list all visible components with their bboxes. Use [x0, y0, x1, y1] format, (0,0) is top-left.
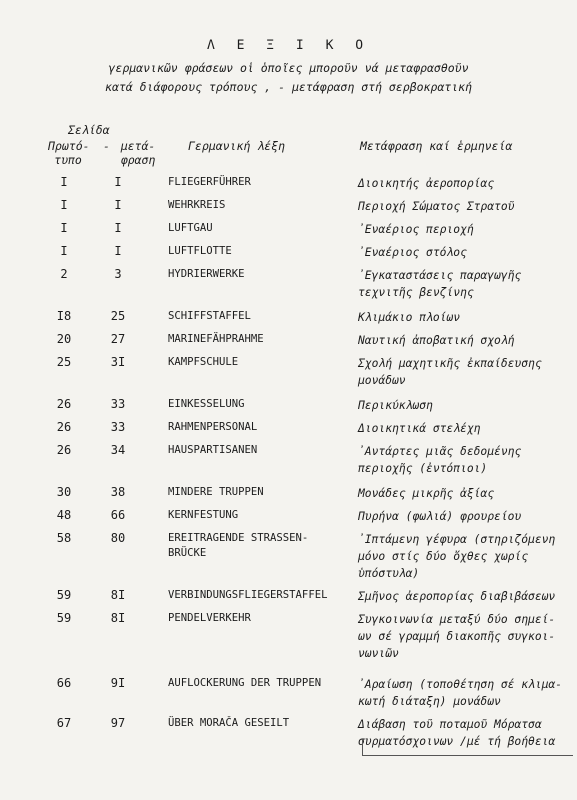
greek-meaning: ᾿Αντάρτες μιᾶς δεδομένης περιοχῆς (ἐντόπιοι)	[358, 445, 522, 475]
page-original: I	[60, 175, 68, 189]
german-term: MARINEFÄHPRAHME	[168, 333, 264, 345]
greek-meaning: ᾿Εναέριος στόλος	[358, 246, 467, 259]
german-term: ÜBER MORAČA GESEILT	[168, 717, 290, 729]
page-translation: 33	[110, 397, 126, 411]
page-original: 2	[60, 267, 68, 281]
greek-meaning: Διοικητικά στελέχη	[358, 422, 481, 435]
greek-meaning: Συγκοινωνία μεταξύ δύο σημεί- ων σέ γραμμή διακοπῆς συγκοι- νωνιῶν	[358, 613, 556, 660]
page-original: 67	[56, 716, 72, 730]
german-term: FLIEGERFÜHRER	[168, 176, 251, 188]
page-translation: 25	[110, 309, 126, 323]
page-original: 26	[56, 443, 72, 457]
page-translation: 33	[110, 420, 126, 434]
page-translation: 80	[110, 531, 126, 545]
german-term: VERBINDUNGSFLIEGERSTAFFEL	[168, 589, 328, 601]
page-original: 20	[56, 332, 72, 346]
page-original: 58	[56, 531, 72, 545]
page-translation: 3	[114, 267, 122, 281]
german-term: RAHMENPERSONAL	[168, 421, 258, 433]
page-translation: I	[114, 221, 122, 235]
german-term: WEHRKREIS	[168, 199, 226, 211]
greek-meaning: Μονάδες μικρῆς ἀξίας	[358, 487, 495, 500]
page-original: I	[60, 221, 68, 235]
greek-meaning: ᾿Αραίωση (τοποθέτηση σέ κλιμα- κωτή διάταξη) μονάδων	[358, 678, 563, 708]
greek-meaning: ᾿Εγκαταστάσεις παραγωγῆς τεχνιτῆς βενζίνης	[358, 269, 522, 299]
page-original: I8	[56, 309, 72, 323]
page-original: 59	[56, 611, 72, 625]
greek-meaning: Διάβαση τοῦ ποταμοῦ Μόρατσα συρματόσχοινων /μέ τή βοήθεια	[358, 718, 556, 748]
page-original: I	[60, 198, 68, 212]
document-subtitle-line1: γερμανικῶν φράσεων οἱ ὁποῖες μποροῦν νά μεταφρασθοῦν	[108, 61, 469, 75]
page-translation: 8I	[110, 611, 126, 625]
page-translation: 97	[110, 716, 126, 730]
german-term: MINDERE TRUPPEN	[168, 486, 264, 498]
page-translation: I	[114, 244, 122, 258]
page-original: 25	[56, 355, 72, 369]
page-original: 30	[56, 485, 72, 499]
page-translation: I	[114, 198, 122, 212]
document-subtitle-line2: κατά διάφορους τρόπους , - μετάφραση στή σερβοκρατική	[105, 80, 472, 94]
page-translation: 66	[110, 508, 126, 522]
greek-meaning: Ναυτική ἀποβατική σχολή	[358, 334, 515, 347]
page-original: 26	[56, 420, 72, 434]
german-term: LUFTGAU	[168, 222, 213, 234]
page-original: I	[60, 244, 68, 258]
greek-meaning: Κλιμάκιο πλοίων	[358, 311, 461, 324]
german-term: KAMPFSCHULE	[168, 356, 239, 368]
page-translation: 3I	[110, 355, 126, 369]
header-page: Σελίδα	[68, 123, 110, 137]
german-term: EINKESSELUNG	[168, 398, 245, 410]
german-term: SCHIFFSTAFFEL	[168, 310, 251, 322]
greek-meaning: Σμῆνος ἀεροπορίας διαβιβάσεων	[358, 590, 556, 603]
german-term: PENDELVERKEHR	[168, 612, 251, 624]
handwritten-bracket	[362, 739, 573, 756]
header-meaning: Μετάφραση καί ἑρμηνεία	[360, 139, 513, 153]
greek-meaning: ᾿Ιπτάμενη γέφυρα (στηριζόμενη μόνο στίς δύο ὄχθες χωρίς ὑπόστυλα)	[358, 533, 556, 580]
german-term: HAUSPARTISANEN	[168, 444, 258, 456]
page-translation: 27	[110, 332, 126, 346]
header-dash: -	[103, 139, 110, 153]
greek-meaning: Περικύκλωση	[358, 399, 433, 412]
page-original: 66	[56, 676, 72, 690]
german-term: KERNFESTUNG	[168, 509, 239, 521]
german-term: EREITRAGENDE STRASSEN- BRÜCKE	[168, 532, 309, 559]
german-term: LUFTFLOTTE	[168, 245, 232, 257]
page-translation: 34	[110, 443, 126, 457]
greek-meaning: Πυρήνα (φωλιά) φρουρείου	[358, 510, 522, 523]
page-translation: 8I	[110, 588, 126, 602]
german-term: HYDRIERWERKE	[168, 268, 245, 280]
page-original: 59	[56, 588, 72, 602]
greek-meaning: Διοικητής ἀεροπορίας	[358, 177, 495, 190]
greek-meaning: Σχολή μαχητικῆς ἐκπαίδευσης μονάδων	[358, 357, 542, 387]
page-original: 26	[56, 397, 72, 411]
document-title: Λ Ε Ξ Ι Κ Ο	[206, 38, 371, 53]
greek-meaning: ᾿Εναέριος περιοχή	[358, 223, 474, 236]
german-term: AUFLOCKERUNG DER TRUPPEN	[168, 677, 322, 689]
page-translation: I	[114, 175, 122, 189]
page-original: 48	[56, 508, 72, 522]
header-german-word: Γερμανική λέξη	[188, 139, 285, 153]
header-translation: μετά- φραση	[120, 139, 156, 167]
page-translation: 9I	[110, 676, 126, 690]
header-original: Πρωτό- τυπο	[48, 139, 90, 167]
page-translation: 38	[110, 485, 126, 499]
greek-meaning: Περιοχή Σώματος Στρατοῦ	[358, 200, 515, 213]
